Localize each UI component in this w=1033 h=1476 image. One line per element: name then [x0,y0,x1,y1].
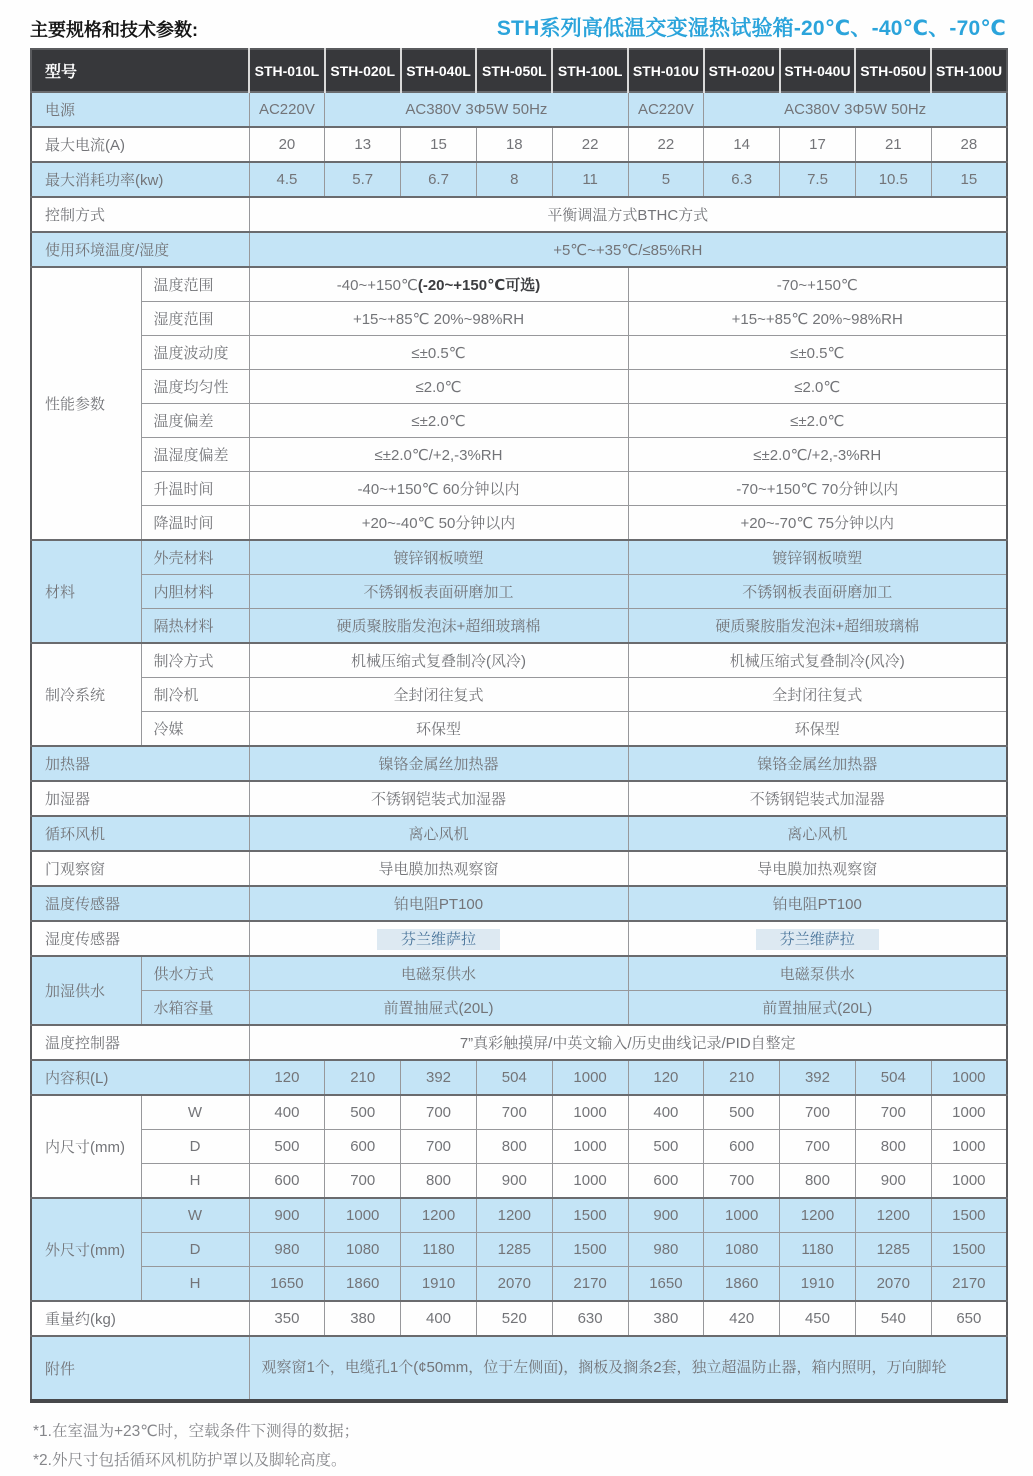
value-cell: 机械压缩式复叠制冷(风冷) [628,643,1007,678]
row-temp-deviation [31,404,1007,438]
model-name: STH-100L [552,49,628,92]
value-cell: 1000 [704,1198,780,1233]
row-label: 温度传感器 [31,886,249,921]
value-cell: 630 [552,1301,628,1336]
value-cell: ≤±2.0℃ [249,404,628,438]
value-cell: 镀锌钢板喷塑 [249,540,628,575]
row-circulation-fan [31,816,1007,851]
row-door-window [31,851,1007,886]
value-cell: AC380V 3Φ5W 50Hz [325,92,628,127]
value-cell: 15 [401,127,477,162]
value-cell: 镀锌钢板喷塑 [628,540,1007,575]
value-cell: 1000 [552,1164,628,1199]
value-cell [628,921,1007,956]
series-title: STH系列高低温交变湿热试验箱-20℃、-40℃、-70℃ [496,17,1006,40]
row-humidity-range [31,302,1007,336]
value-cell: 1500 [552,1233,628,1267]
value-cell: 铂电阻PT100 [249,886,628,921]
value-cell: 15 [931,162,1007,197]
value-cell: 210 [704,1060,780,1095]
value-cell [249,267,628,302]
page-title: 主要规格和技术参数: [30,20,198,40]
value-cell: 观察窗1个，电缆孔1个(¢50mm，位于左侧面)，搁板及搁条2套，独立超温防止器，箱内照明，万向脚轮 [249,1336,1007,1401]
value-cell: 10.5 [855,162,931,197]
value-cell: 900 [855,1164,931,1199]
value-cell: 1080 [325,1233,401,1267]
row-water-tank [31,991,1007,1026]
value-cell: ≤±2.0℃/+2,-3%RH [628,438,1007,472]
row-inner-w [31,1095,1007,1130]
row-outer-w [31,1198,1007,1233]
value-cell: +5℃~+35℃/≤85%RH [249,232,1007,267]
value-cell: 520 [476,1301,552,1336]
group-label: 性能参数 [31,267,141,540]
value-cell: 平衡调温方式BTHC方式 [249,197,1007,232]
value-cell: 不锈钢板表面研磨加工 [628,575,1007,609]
row-volume [31,1060,1007,1095]
value-cell: 前置抽屉式(20L) [249,991,628,1026]
row-accessories [31,1336,1007,1401]
value-cell: 1080 [704,1233,780,1267]
value-cell: 700 [401,1095,477,1130]
value-cell: 500 [325,1095,401,1130]
sub-label: 外壳材料 [141,540,249,575]
value-cell: +20~-70℃ 75分钟以内 [628,506,1007,541]
row-label: 最大电流(A) [31,127,249,162]
value-cell: 450 [780,1301,856,1336]
model-name: STH-010L [249,49,325,92]
model-name: STH-050U [855,49,931,92]
value-cell: 540 [855,1301,931,1336]
footnotes [30,1417,1006,1476]
value-cell: 1000 [552,1130,628,1164]
group-label: 制冷系统 [31,643,141,746]
row-temp-sensor [31,886,1007,921]
value-cell: 17 [780,127,856,162]
value-cell: ≤±0.5℃ [628,336,1007,370]
value-cell: 1200 [780,1198,856,1233]
sub-label: H [141,1267,249,1302]
value-cell: 504 [476,1060,552,1095]
value-cell: 1285 [855,1233,931,1267]
highlighted-text: 芬兰维萨拉 [756,929,879,950]
value-cell: ≤2.0℃ [249,370,628,404]
value-cell: 13 [325,127,401,162]
value-cell: 700 [855,1095,931,1130]
value-cell: 400 [249,1095,325,1130]
model-header-label: 型号 [31,49,249,92]
value-cell: +20~-40℃ 50分钟以内 [249,506,628,541]
value-cell: 导电膜加热观察窗 [249,851,628,886]
value-cell: 28 [931,127,1007,162]
sub-label: 水箱容量 [141,991,249,1026]
value-cell: 504 [855,1060,931,1095]
row-label: 内容积(L) [31,1060,249,1095]
value-cell: 600 [704,1130,780,1164]
row-humidifier [31,781,1007,816]
sub-label: D [141,1130,249,1164]
value-cell: 4.5 [249,162,325,197]
value-cell: 700 [704,1164,780,1199]
value-cell: 700 [780,1130,856,1164]
value-cell: 600 [628,1164,704,1199]
value-cell: 环保型 [628,712,1007,747]
value-cell: 1910 [401,1267,477,1302]
value-cell: 1000 [931,1060,1007,1095]
value-cell: -40~+150℃ 60分钟以内 [249,472,628,506]
value-cell: 1200 [401,1198,477,1233]
value-cell: 380 [325,1301,401,1336]
value-cell: 离心风机 [628,816,1007,851]
value-cell: 不锈钢铠装式加湿器 [628,781,1007,816]
value-cell: 1000 [931,1130,1007,1164]
header-row [31,49,1007,92]
value-cell: 21 [855,127,931,162]
value-cell: 1500 [552,1198,628,1233]
temp-range-normal: -40~+150℃ [336,277,418,294]
value-cell: 1500 [931,1233,1007,1267]
row-label: 重量约(kg) [31,1301,249,1336]
value-cell: 1910 [780,1267,856,1302]
value-cell: 900 [249,1198,325,1233]
value-cell: 不锈钢铠装式加湿器 [249,781,628,816]
value-cell: 2070 [476,1267,552,1302]
row-controller [31,1025,1007,1060]
sub-label: 隔热材料 [141,609,249,644]
value-cell: 980 [628,1233,704,1267]
value-cell: 硬质聚胺脂发泡沫+超细玻璃棉 [249,609,628,644]
value-cell: 6.7 [401,162,477,197]
row-cooling-method [31,643,1007,678]
value-cell: 800 [855,1130,931,1164]
value-cell: 1200 [855,1198,931,1233]
value-cell: 8 [476,162,552,197]
model-name: STH-040U [780,49,856,92]
value-cell: 500 [249,1130,325,1164]
row-label: 附件 [31,1336,249,1401]
footnote-2: *2.外尺寸包括循环风机防护罩以及脚轮高度。 [33,1452,347,1470]
sub-label: 降温时间 [141,506,249,541]
value-cell: 900 [628,1198,704,1233]
sub-label: 温度均匀性 [141,370,249,404]
value-cell: 2070 [855,1267,931,1302]
value-cell: 硬质聚胺脂发泡沫+超细玻璃棉 [628,609,1007,644]
value-cell: 离心风机 [249,816,628,851]
model-name: STH-050L [476,49,552,92]
value-cell: 1200 [476,1198,552,1233]
row-power [31,92,1007,127]
sub-label: 升温时间 [141,472,249,506]
row-label: 最大消耗功率(kw) [31,162,249,197]
sub-label: 温度偏差 [141,404,249,438]
value-cell: 980 [249,1233,325,1267]
value-cell: 5 [628,162,704,197]
value-cell: 500 [628,1130,704,1164]
value-cell: 600 [325,1130,401,1164]
row-water-supply-mode [31,956,1007,991]
highlighted-text: 芬兰维萨拉 [377,929,500,950]
value-cell: 400 [401,1301,477,1336]
value-cell: 全封闭往复式 [249,678,628,712]
value-cell: 1180 [401,1233,477,1267]
value-cell: -70~+150℃ 70分钟以内 [628,472,1007,506]
value-cell: 120 [628,1060,704,1095]
value-cell: 700 [780,1095,856,1130]
row-temp-range [31,267,1007,302]
row-temp-humidity-deviation [31,438,1007,472]
value-cell: 700 [401,1130,477,1164]
sub-label: 制冷方式 [141,643,249,678]
sub-label: 温度波动度 [141,336,249,370]
value-cell: 7”真彩触摸屏/中英文输入/历史曲线记录/PID自整定 [249,1025,1007,1060]
row-liner-material [31,575,1007,609]
value-cell: 不锈钢板表面研磨加工 [249,575,628,609]
value-cell: 电磁泵供水 [628,956,1007,991]
row-label: 加湿器 [31,781,249,816]
value-cell: ≤2.0℃ [628,370,1007,404]
value-cell: AC220V [249,92,325,127]
value-cell: 1000 [931,1095,1007,1130]
value-cell: 600 [249,1164,325,1199]
model-name: STH-020L [325,49,401,92]
value-cell: 环保型 [249,712,628,747]
value-cell: 22 [552,127,628,162]
sub-label: H [141,1164,249,1199]
value-cell: ≤±2.0℃/+2,-3%RH [249,438,628,472]
value-cell: 1860 [704,1267,780,1302]
value-cell: 1000 [931,1164,1007,1199]
row-heater [31,746,1007,781]
row-shell-material [31,540,1007,575]
value-cell: 镍铬金属丝加热器 [249,746,628,781]
sub-label: 温湿度偏差 [141,438,249,472]
row-label: 使用环境温度/湿度 [31,232,249,267]
sub-label: 供水方式 [141,956,249,991]
value-cell: 1180 [780,1233,856,1267]
row-cooldown-time [31,506,1007,541]
value-cell: 14 [704,127,780,162]
value-cell: 电磁泵供水 [249,956,628,991]
value-cell: 前置抽屉式(20L) [628,991,1007,1026]
value-cell: 800 [780,1164,856,1199]
row-temp-uniformity [31,370,1007,404]
value-cell: 5.7 [325,162,401,197]
group-label: 材料 [31,540,141,643]
value-cell: +15~+85℃ 20%~98%RH [628,302,1007,336]
value-cell [249,921,628,956]
model-name: STH-100U [931,49,1007,92]
row-max-current [31,127,1007,162]
value-cell: 900 [476,1164,552,1199]
temp-range-optional: (-20~+150℃可选) [417,277,541,294]
row-humidity-sensor [31,921,1007,956]
sub-label: 湿度范围 [141,302,249,336]
value-cell: 392 [401,1060,477,1095]
value-cell: 镍铬金属丝加热器 [628,746,1007,781]
row-insulation-material [31,609,1007,644]
value-cell: 392 [780,1060,856,1095]
value-cell: 800 [401,1164,477,1199]
spec-table [30,48,1008,1403]
value-cell: +15~+85℃ 20%~98%RH [249,302,628,336]
group-label: 加湿供水 [31,956,141,1025]
value-cell: 全封闭往复式 [628,678,1007,712]
value-cell: 1285 [476,1233,552,1267]
row-outer-d [31,1233,1007,1267]
row-heatup-time [31,472,1007,506]
row-ambient [31,232,1007,267]
model-name: STH-010U [628,49,704,92]
value-cell: AC220V [628,92,704,127]
value-cell: 20 [249,127,325,162]
row-outer-h [31,1267,1007,1302]
value-cell: 导电膜加热观察窗 [628,851,1007,886]
value-cell: 350 [249,1301,325,1336]
value-cell: 1500 [931,1198,1007,1233]
value-cell: 650 [931,1301,1007,1336]
value-cell: 18 [476,127,552,162]
row-refrigerant [31,712,1007,747]
value-cell: 400 [628,1095,704,1130]
value-cell: 机械压缩式复叠制冷(风冷) [249,643,628,678]
row-label: 加热器 [31,746,249,781]
row-temp-fluctuation [31,336,1007,370]
value-cell: AC380V 3Φ5W 50Hz [704,92,1007,127]
row-inner-d [31,1130,1007,1164]
sub-label: 制冷机 [141,678,249,712]
sub-label: W [141,1198,249,1233]
sub-label: 温度范围 [141,267,249,302]
row-max-wattage [31,162,1007,197]
sub-label: 冷媒 [141,712,249,747]
value-cell: 7.5 [780,162,856,197]
row-compressor [31,678,1007,712]
row-weight [31,1301,1007,1336]
value-cell: 1650 [628,1267,704,1302]
value-cell: 1000 [325,1198,401,1233]
value-cell: -70~+150℃ [628,267,1007,302]
row-control-mode [31,197,1007,232]
value-cell: 1860 [325,1267,401,1302]
row-label: 电源 [31,92,249,127]
value-cell: 210 [325,1060,401,1095]
value-cell: 2170 [931,1267,1007,1302]
row-label: 循环风机 [31,816,249,851]
value-cell: 6.3 [704,162,780,197]
value-cell: 1650 [249,1267,325,1302]
value-cell: 1000 [552,1095,628,1130]
group-label: 外尺寸(mm) [31,1198,141,1301]
footnote-1: *1.在室温为+23℃时，空载条件下测得的数据； [33,1423,360,1440]
model-name: STH-040L [401,49,477,92]
value-cell: 11 [552,162,628,197]
value-cell: ≤±2.0℃ [628,404,1007,438]
model-name: STH-020U [704,49,780,92]
value-cell: 500 [704,1095,780,1130]
value-cell: 120 [249,1060,325,1095]
value-cell: 380 [628,1301,704,1336]
row-inner-h [31,1164,1007,1199]
value-cell: 700 [325,1164,401,1199]
row-label: 控制方式 [31,197,249,232]
row-label: 门观察窗 [31,851,249,886]
value-cell: 420 [704,1301,780,1336]
row-label: 湿度传感器 [31,921,249,956]
sub-label: D [141,1233,249,1267]
value-cell: ≤±0.5℃ [249,336,628,370]
value-cell: 800 [476,1130,552,1164]
value-cell: 铂电阻PT100 [628,886,1007,921]
value-cell: 1000 [552,1060,628,1095]
sub-label: 内胆材料 [141,575,249,609]
title-bar [30,6,1006,42]
value-cell: 700 [476,1095,552,1130]
value-cell: 22 [628,127,704,162]
sub-label: W [141,1095,249,1130]
group-label: 内尺寸(mm) [31,1095,141,1198]
value-cell: 2170 [552,1267,628,1302]
row-label: 温度控制器 [31,1025,249,1060]
